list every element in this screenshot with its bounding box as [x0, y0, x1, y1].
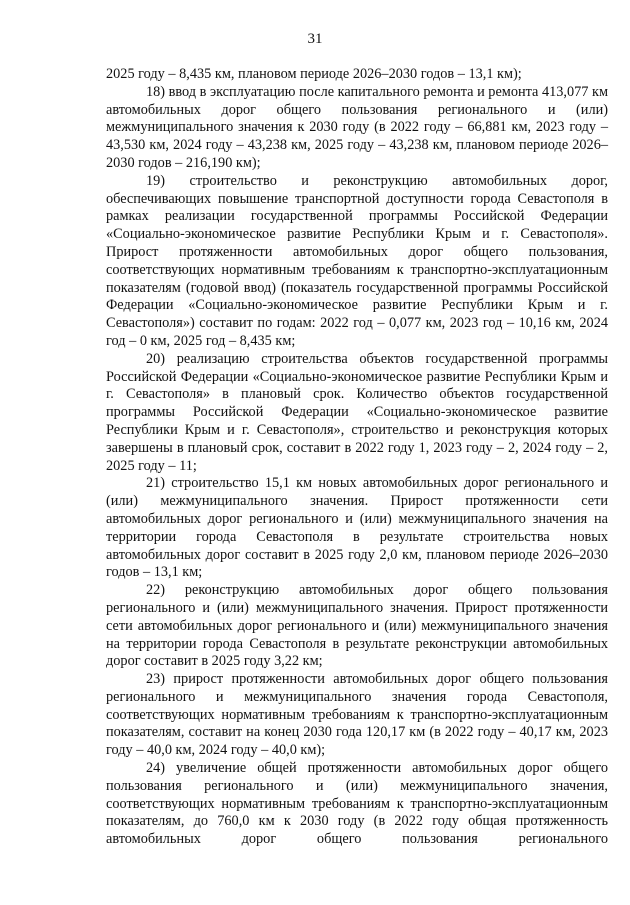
paragraph-continuation: 2025 году – 8,435 км, плановом периоде 2026–2030 годов – 13,1 км); [106, 66, 522, 82]
paragraph-item-20: 20) реализацию строительства объектов государственной программы Российской Федерации «Социально-экономическое развитие Республики Крым и г. Севастополя» в плановый срок. Количество объектов государственной программы Российской Федерации «Социально-экономическое развитие Республики Крым и г. Севастополя», строительство и реконструкция которых завершены в плановый срок, составит в 2022 году 1, 2023 году – 2, 2024 году – 2, 2025 году – 11; [106, 350, 608, 474]
paragraph-item-18: 18) ввод в эксплуатацию после капитального ремонта и ремонта 413,077 км автомобильных дорог общего пользования регионального и (или) межмуниципального значения к 2030 году (в 2022 году – 66,881 км, 2023 году – 43,530 км, 2024 году – 43,238 км, 2025 году – 43,238 км, плановом периоде 2026–2030 годов – 216,190 км); [106, 83, 609, 171]
paragraph-item-24: 24) увеличение общей протяженности автомобильных дорог общего пользования регионального и (или) межмуниципального значения, соответствующих нормативным требованиям к транспортно-эксплуатационным показателям, до 760,0 км к 2030 году (в 2022 году общая протяженность автомобильных дорог общего пользования регионального [106, 760, 608, 848]
paragraph-item-19: 19) строительство и реконструкцию автомобильных дорог, обеспечивающих повышение транспортной доступности города Севастополя в рамках реализации государственной программы Российской Федерации «Социально-экономическое развитие Республики Крым и г. Севастополя». Прирост протяженности автомобильных дорог общего пользования, соответствующих нормативным требованиям к транспортно-эксплуатационным показателям (годовой ввод) (показатель государственной программы Российской Федерации «Социально-экономическое развитие Республики Крым и г. Севастополя») составит по годам: 2022 год – 0,077 км, 2023 год – 10,16 км, 2024 год – 0 км, 2025 год – 8,435 км; [106, 172, 608, 349]
paragraph-item-23: 23) прирост протяженности автомобильных дорог общего пользования регионального и межмуниципального значения города Севастополя, соответствующих нормативным требованиям к транспортно-эксплуатационным показателям, составит на конец 2030 года 120,17 км (в 2022 году – 40,17 км, 2023 году – 40,0 км, 2024 году – 40,0 км); [106, 671, 608, 759]
document-body [106, 66, 608, 849]
paragraph-item-21: 21) строительство 15,1 км новых автомобильных дорог регионального и (или) межмуниципального значения. Прирост протяженности сети автомобильных дорог регионального и (или) межмуниципального значения на территории города Севастополя в результате строительства новых автомобильных дорог составит в 2025 году 2,0 км, плановом периоде 2026–2030 годов – 13,1 км; [106, 475, 608, 581]
page-number: 31 [307, 31, 323, 47]
paragraph-item-22: 22) реконструкцию автомобильных дорог общего пользования регионального и (или) межмуниципального значения. Прирост протяженности сети автомобильных дорог регионального и (или) межмуниципального значения на территории города Севастополя в результате реконструкции автомобильных дорог составит в 2025 году 3,22 км; [106, 582, 608, 670]
